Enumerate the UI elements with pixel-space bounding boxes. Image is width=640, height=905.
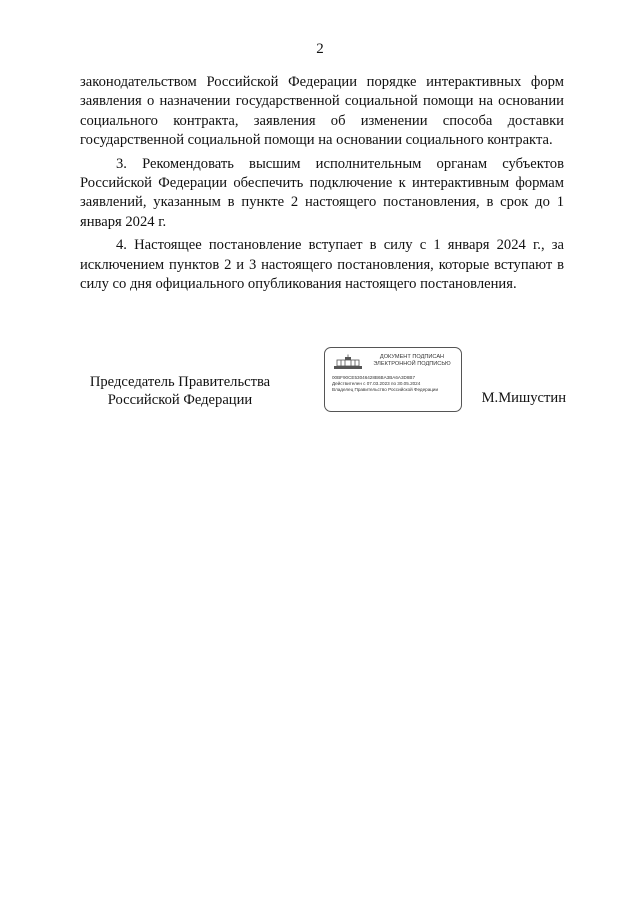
stamp-title bbox=[365, 354, 459, 368]
stamp-title-line1: ДОКУМЕНТ ПОДПИСАН bbox=[379, 354, 445, 360]
page-number: 2 bbox=[316, 41, 324, 57]
signer-name: М.Мишустин bbox=[481, 390, 566, 406]
stamp-owner: Владелец Правительство Российской Федерации bbox=[332, 387, 439, 392]
signer-position bbox=[70, 373, 290, 409]
document-body bbox=[80, 73, 564, 298]
paragraph-item-3: 3. Рекомендовать высшим исполнительным органам субъектов Российской Федерации обеспечить подключение к интерактивным формам заявлений, указанным в пункте 2 настоящего постановления, в срок до 1 января 2024 г. bbox=[80, 155, 564, 230]
paragraph-continuation: законодательством Российской Федерации порядке интерактивных форм заявления о назначении государственной социальной помощи на основании социального контракта, заявления об изменении способа доставки государственной социальной помощи на основании социального контракта. bbox=[80, 74, 564, 149]
stamp-validity: Действителен с 07.03.2023 по 30.05.2024 bbox=[332, 381, 421, 386]
electronic-signature-stamp bbox=[324, 347, 462, 412]
paragraph-item-4: 4. Настоящее постановление вступает в силу с 1 января 2024 г., за исключением пунктов 2 и 3 настоящего постановления, которые вступают в силу со дня официального опубликования настоящего постановления. bbox=[80, 237, 564, 293]
signer-position-line1: Председатель Правительства bbox=[89, 374, 271, 390]
stamp-certificate: 00BF90CE53046428B6BA3BA6A3D8B7 bbox=[332, 375, 416, 380]
government-building-emblem-icon bbox=[333, 354, 363, 370]
stamp-details bbox=[332, 375, 460, 393]
signer-position-line2: Российской Федерации bbox=[107, 392, 253, 408]
stamp-title-line2: ЭЛЕКТРОННОЙ ПОДПИСЬЮ bbox=[373, 361, 451, 367]
